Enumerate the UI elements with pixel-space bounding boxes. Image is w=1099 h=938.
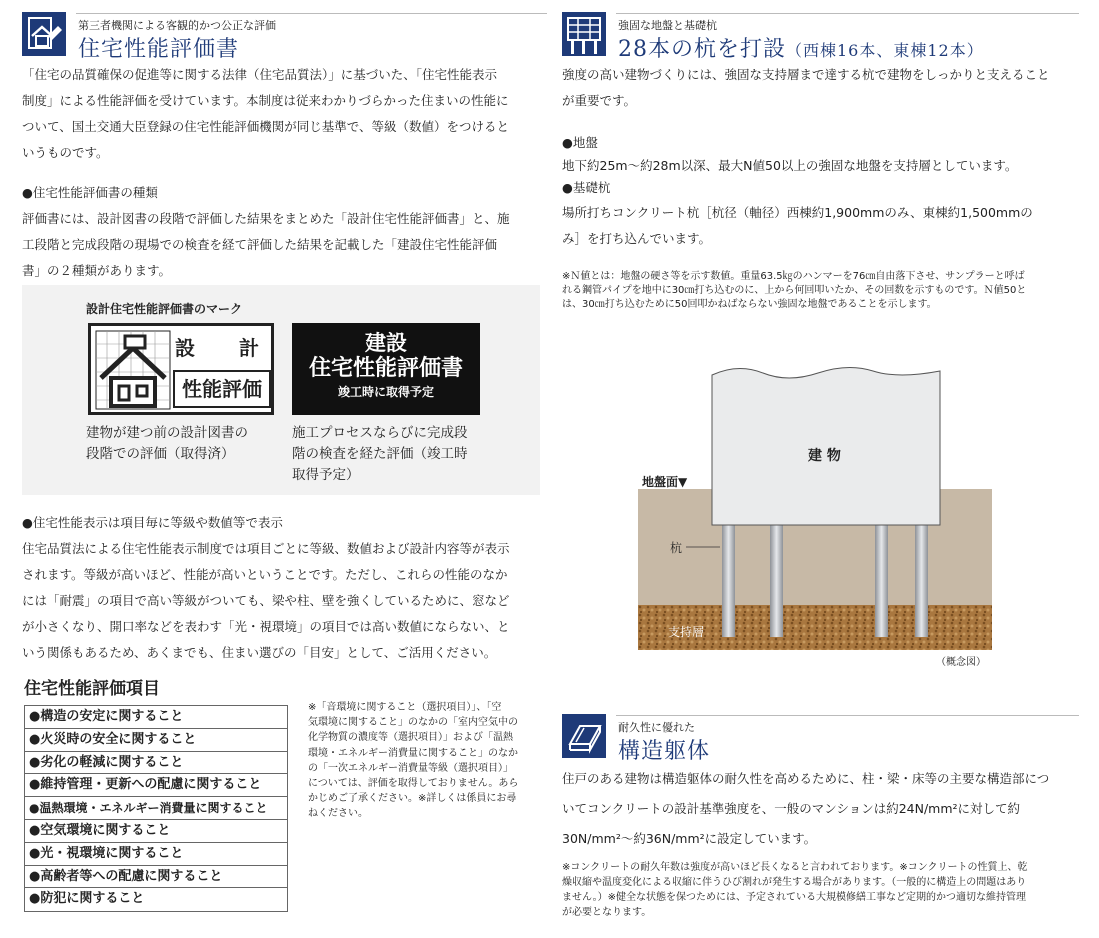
support-layer-label: 支持層 [668, 625, 705, 639]
header-rule [616, 13, 1079, 14]
evaluation-items-title: 住宅性能評価項目 [24, 679, 160, 699]
header-rule [76, 13, 547, 14]
section-subtitle: 耐久性に優れた [618, 721, 695, 734]
design-evaluation-mark [88, 323, 274, 415]
evaluation-marks-panel [22, 285, 540, 495]
mark1-performance-label: 性能評価 [173, 370, 271, 408]
building-label: 建 物 [808, 448, 841, 464]
mark1-design-label: 設 計 [175, 336, 271, 360]
header-rule [616, 715, 1079, 716]
table-row: ●劣化の軽減に関すること [25, 752, 287, 775]
display-paragraph: 住宅品質法による住宅性能表示制度では項目ごとに等級、数値および設計内容等が表示 されます。等級が高いほど、性能が高いということです。ただし、これらの性能のなか には「耐震」の項目で高い等級がついても、梁や柱、壁を強くしているために、窓など が小さくなり、開口率などを表わす「光・視環境」の項目では高い数値にならない、と いう関係もあるため、あくまでも、住まい選びの「目安」として、ご活用ください。 [22, 541, 510, 660]
construction-evaluation-mark [292, 323, 480, 415]
table-row: ●構造の安定に関すること [25, 706, 287, 729]
intro-paragraph: 「住宅の品質確保の促進等に関する法律（住宅品質法）」に基づいた、「住宅性能表示 制度」による性能評価を受けています。本制度は従来わかりづらかった住まいの性能に ついて、国土交通大臣登録の住宅性能評価機関が同じ基準で、等級（数値）をつけると いうものです。 [22, 67, 510, 160]
piles-intro: 強度の高い建物づくりには、強固な支持層まで達する杭で建物をしっかりと支えること が重要です。 [562, 67, 1050, 108]
section-header-performance [22, 0, 547, 62]
table-row: ●光・視環境に関すること [25, 843, 287, 866]
pile-concept-diagram [638, 357, 992, 672]
section-header-structure [562, 702, 1079, 764]
marks-title: 設計住宅性能評価書のマーク [86, 302, 243, 316]
pile-label: 杭 [670, 541, 683, 555]
mark2-line2: 住宅性能評価書 [308, 356, 463, 381]
section-subtitle: 強固な地盤と基礎杭 [618, 19, 717, 32]
structure-section [562, 702, 1079, 920]
right-column [562, 0, 1079, 312]
table-row: ●防犯に関すること [29, 891, 145, 907]
mark1-caption: 建物が建つ前の設計図書の 段階での評価（取得済） [86, 425, 248, 462]
display-heading: ●住宅性能表示は項目毎に等級や数値等で表示 [22, 515, 283, 530]
concrete-block-icon [562, 714, 606, 758]
pile-heading: ●基礎杭 [562, 180, 611, 195]
left-column [22, 0, 547, 284]
display-section [22, 510, 547, 666]
structure-paragraph: 住戸のある建物は構造躯体の耐久性を高めるために、柱・梁・床等の主要な構造部につ いてコンクリートの設計基準強度を、一般のマンションは約24N/mm²に対して約 30N/mm²～約36N/mm²に設定しています。 [562, 771, 1050, 846]
building-icon [562, 12, 606, 56]
evaluation-note: ※「音環境に関すること（選択項目）」、「空 気環境に関すること」のなかの「室内空気中の 化学物質の濃度等（選択項目）」および「温熱 環境・エネルギー消費量に関すること」のなか の「一次エネルギー消費量等級（選択項目）」 については、評価を取得しておりません。あら かじめご了承ください。※詳しくは係員にお尋 ねください。 [308, 702, 519, 820]
table-row: ●温熱環境・エネルギー消費量に関すること [25, 797, 287, 820]
concept-caption: （概念図） [936, 657, 986, 668]
types-paragraph: 評価書には、設計図書の段階で評価した結果をまとめた「設計住宅性能評価書」と、施 工段階と完成段階の現場での検査を経て評価した結果を記載した「建設住宅性能評価 書」の２種類があります。 [22, 211, 510, 278]
evaluation-items-table [24, 705, 288, 912]
ground-paragraph: 地下約25m～約28m以深、最大N値50以上の強固な地盤を支持層としています。 [562, 158, 1018, 173]
mark2-line1: 建設 [365, 331, 407, 355]
section-title: 構造躯体 [618, 739, 711, 764]
pile-paragraph: 場所打ちコンクリート杭［杭径（軸径）西棟約1,900mmのみ、東棟約1,500mmの み］を打ち込んでいます。 [562, 205, 1033, 246]
types-heading: ●住宅性能評価書の種類 [22, 185, 158, 200]
ground-level-label: 地盤面▼ [642, 475, 688, 489]
house-grid-icon [95, 330, 171, 410]
table-row: ●火災時の安全に関すること [25, 729, 287, 752]
table-row: ●維持管理・更新への配慮に関すること [25, 774, 287, 797]
section-subtitle: 第三者機関による客観的かつ公正な評価 [78, 19, 276, 32]
section-title: 住宅性能評価書 [78, 37, 240, 62]
mark2-line3: 竣工時に取得予定 [337, 385, 434, 399]
mark2-caption: 施工プロセスならびに完成段 階の検査を経た評価（竣工時 取得予定） [292, 425, 468, 483]
table-row: ●高齢者等への配慮に関すること [25, 866, 287, 889]
n-value-note: ※Ｎ値とは：地盤の硬さ等を示す数値。重量63.5㎏のハンマーを76㎝自由落下させ、サンプラーと呼ば れる鋼管パイプを地中に30㎝打ち込むのに、上から何回叩いたか、その回数を示すものです。Ｎ値50と は、30㎝打ち込むために50回叩かねばならない強固な地盤であることを示します。 [562, 271, 1027, 310]
ground-heading: ●地盤 [562, 135, 598, 150]
table-row: ●空気環境に関すること [25, 820, 287, 843]
section-title: 28本の杭を打設（西棟16本、東棟12本） [618, 37, 984, 62]
structure-note: ※コンクリートの耐久年数は強度が高いほど長くなると言われております。※コンクリートの性質上、乾 燥収縮や温度変化による収縮に伴うひび割れが発生する場合があります。（一般的に構造上の問題はあり ません。）※健全な状態を保つためには、予定されている大規模修繕工事など定期的かつ適切な維持管理 が必要となります。 [562, 862, 1028, 918]
section-header-piles [562, 0, 1079, 62]
house-document-icon [22, 12, 66, 56]
